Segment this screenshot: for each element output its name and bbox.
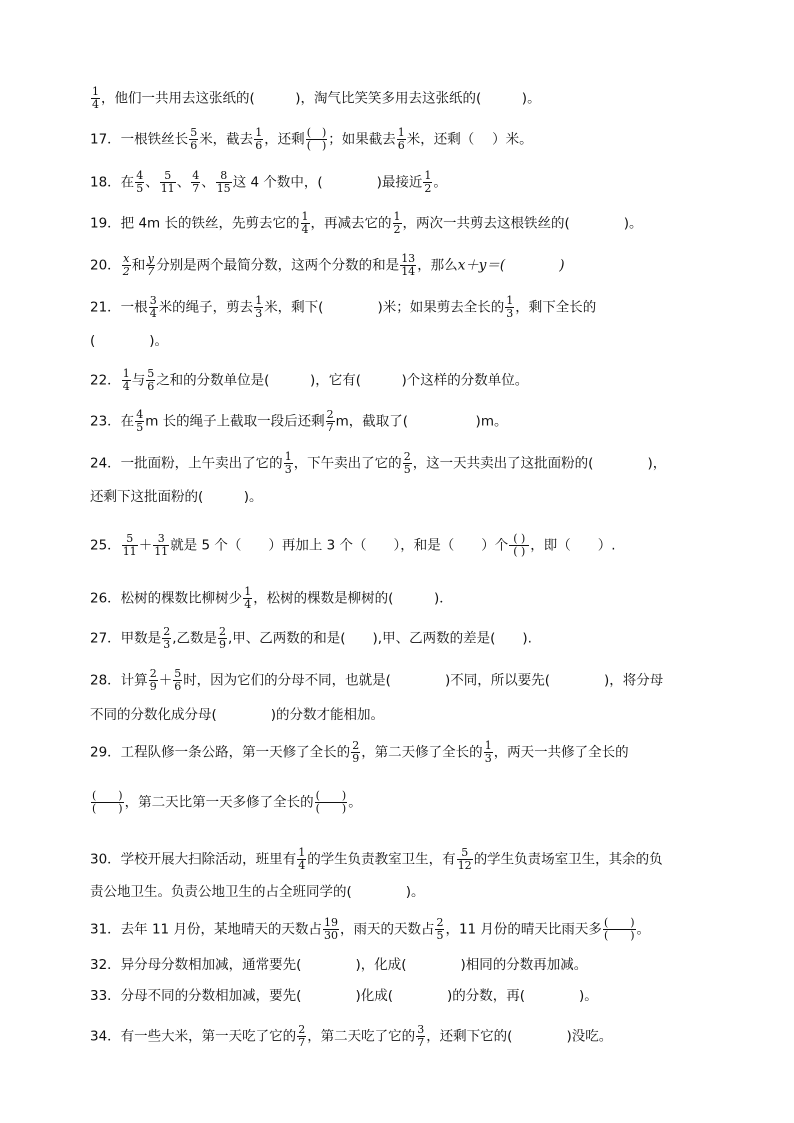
fraction: $\frac{3}{4}$ [149, 294, 157, 320]
fraction: $\frac{1}{3}$ [255, 294, 263, 320]
question-17: 17．一根铁丝长 $\frac{5}{6}$ 米，截去 $\frac{1}{6}$ ，还剩 ( ) ( ) ；如果截去 $\frac{1}{6}$ 米，还剩（ ）米。 [90, 126, 533, 152]
question-24: 24．一批面粉，上午卖出了它的 $\frac{1}{3}$ ，下午卖出了它的 $\frac{2}{5}$ ，这一天共卖出了这批面粉的( )， [90, 450, 667, 476]
question-29: 29．工程队修一条公路，第一天修了全长的 $\frac{2}{9}$ ，第二天修了全长的 $\frac{1}{3}$ ，两天一共修了全长的 [90, 739, 629, 765]
question-24-continued: 还剩下这批面粉的( )。 [90, 489, 263, 505]
question-28-continued: 不同的分数化成分母( )的分数才能相加。 [90, 707, 385, 723]
question-22: 22． $\frac{1}{4}$ 与 $\frac{5}{6}$ 之和的分数单位是( )，它有( )个这样的分数单位。 [90, 367, 529, 393]
fraction: $\frac{1}{2}$ [393, 210, 401, 236]
question-26: 26．松树的棵数比柳树少 $\frac{1}{4}$ ，松树的棵数是柳树的( )． [90, 585, 453, 611]
fraction: $\frac{3}{11}$ [154, 532, 169, 558]
fraction: $\frac{4}{7}$ [192, 169, 200, 195]
fraction: $\frac{2}{9}$ [352, 739, 360, 765]
answer-blank-fraction[interactable]: ( ) ( ) [92, 789, 123, 815]
fraction: $\frac{2}{7}$ [326, 408, 334, 434]
question-16-continued: $\frac{1}{4}$ ，他们一共用去这张纸的( )，淘气比笑笑多用去这张纸的( )。 [92, 85, 541, 111]
fraction: $\frac{8}{15}$ [216, 169, 231, 195]
fraction: $\frac{1}{4}$ [92, 85, 99, 111]
fraction: $\frac{1}{6}$ [397, 126, 405, 152]
question-19: 19．把 4m 长的铁丝，先剪去它的 $\frac{1}{4}$ ，再减去它的 $\frac{1}{2}$ ，两次一共剪去这根铁丝的( )。 [90, 210, 643, 236]
fraction: $\frac{1}{6}$ [255, 126, 263, 152]
question-25: 25． $\frac{5}{11}$ ＋ $\frac{3}{11}$ 就是 5 个（ ）再加上 3 个（ ），和是（ ）个 ( ) ( ) ，即（ ）. [90, 532, 616, 558]
question-32: 32．异分母分数相加减，通常要先( )，化成( )相同的分数再加减。 [90, 957, 588, 973]
fraction: $\frac{1}{3}$ [284, 450, 292, 476]
fraction: $\frac{x}{2}$ [122, 252, 130, 278]
fraction: $\frac{4}{5}$ [136, 169, 144, 195]
fraction: $\frac{2}{9}$ [218, 625, 226, 651]
question-23: 23．在 $\frac{4}{5}$ m 长的绳子上截取一段后还剩 $\frac{2}{7}$ m，截取了( )m。 [90, 408, 508, 434]
fraction: $\frac{13}{14}$ [401, 252, 416, 278]
fraction: $\frac{19}{30}$ [323, 916, 338, 942]
fraction: $\frac{1}{4}$ [298, 846, 306, 872]
fraction: $\frac{5}{6}$ [190, 126, 198, 152]
question-28: 28．计算 $\frac{2}{9}$ ＋ $\frac{5}{6}$ 时，因为它们的分母不同，也就是( )不同，所以要先( )，将分母 [90, 667, 664, 693]
fraction: $\frac{2}{3}$ [163, 625, 171, 651]
fraction: $\frac{1}{4}$ [244, 585, 252, 611]
answer-blank-fraction[interactable]: ( ) ( ) [603, 916, 635, 942]
fraction: $\frac{y}{7}$ [147, 252, 155, 278]
fraction: $\frac{2}{9}$ [149, 667, 157, 693]
question-21: 21．一根 $\frac{3}{4}$ 米的绳子，剪去 $\frac{1}{3}$ 米，剩下( )米；如果剪去全长的 $\frac{1}{3}$ ，剩下全长的 [90, 294, 597, 320]
fraction: $\frac{3}{7}$ [417, 1023, 425, 1049]
fraction: $\frac{5}{6}$ [174, 667, 182, 693]
question-34: 34．有一些大米，第一天吃了它的 $\frac{2}{7}$ ，第二天吃了它的 $\frac{3}{7}$ ，还剩下它的( )没吃。 [90, 1023, 613, 1049]
answer-blank-fraction[interactable]: ( ) ( ) [315, 789, 347, 815]
question-29-continued: ( ) ( ) ，第二天比第一天多修了全长的 ( ) ( ) 。 [92, 789, 362, 815]
fraction: $\frac{5}{11}$ [160, 169, 175, 195]
question-31: 31．去年 11 月份，某地晴天的天数占 $\frac{19}{30}$ ，雨天的天数占 $\frac{2}{5}$ ，11 月份的晴天比雨天多 ( ) ( ) 。 [90, 916, 651, 942]
fraction: $\frac{4}{5}$ [136, 408, 144, 434]
fraction: $\frac{5}{6}$ [147, 367, 155, 393]
fraction: $\frac{2}{5}$ [403, 450, 411, 476]
answer-blank-fraction[interactable]: ( ) ( ) [509, 533, 529, 558]
question-21-continued: ( )。 [90, 333, 169, 349]
question-30: 30．学校开展大扫除活动，班里有 $\frac{1}{4}$ 的学生负责教室卫生，有 $\frac{5}{12}$ 的学生负责场室卫生，其余的负 [90, 846, 663, 872]
fraction: $\frac{2}{5}$ [436, 916, 444, 942]
question-33: 33．分母不同的分数相加减，要先( )化成( )的分数，再( )。 [90, 988, 598, 1004]
fraction: $\frac{1}{3}$ [506, 294, 514, 320]
fraction: $\frac{1}{4}$ [122, 367, 130, 393]
question-30-continued: 责公地卫生。负责公地卫生的占全班同学的( )。 [90, 884, 425, 900]
question-27: 27．甲数是 $\frac{2}{3}$ ,乙数是 $\frac{2}{9}$ ,甲、乙两数的和是( ),甲、乙两数的差是( ). [90, 625, 532, 651]
question-18: 18．在 $\frac{4}{5}$ 、 $\frac{5}{11}$ 、 $\frac{4}{7}$ 、 $\frac{8}{15}$ 这 4 个数中，( )最接近 $\frac{1}{2}$ 。 [90, 169, 447, 195]
fraction: $\frac{5}{12}$ [457, 846, 472, 872]
fraction: $\frac{1}{3}$ [484, 739, 492, 765]
fraction: $\frac{1}{4}$ [301, 210, 309, 236]
question-20: 20． $\frac{x}{2}$ 和 $\frac{y}{7}$ 分别是两个最简分数，这两个分数的和是 $\frac{13}{14}$ ，那么x＋y＝( ) [90, 252, 565, 278]
fraction: $\frac{5}{11}$ [122, 532, 137, 558]
fraction: $\frac{2}{7}$ [298, 1023, 306, 1049]
fraction: $\frac{1}{2}$ [424, 169, 432, 195]
answer-blank-fraction[interactable]: ( ) ( ) [306, 126, 327, 152]
